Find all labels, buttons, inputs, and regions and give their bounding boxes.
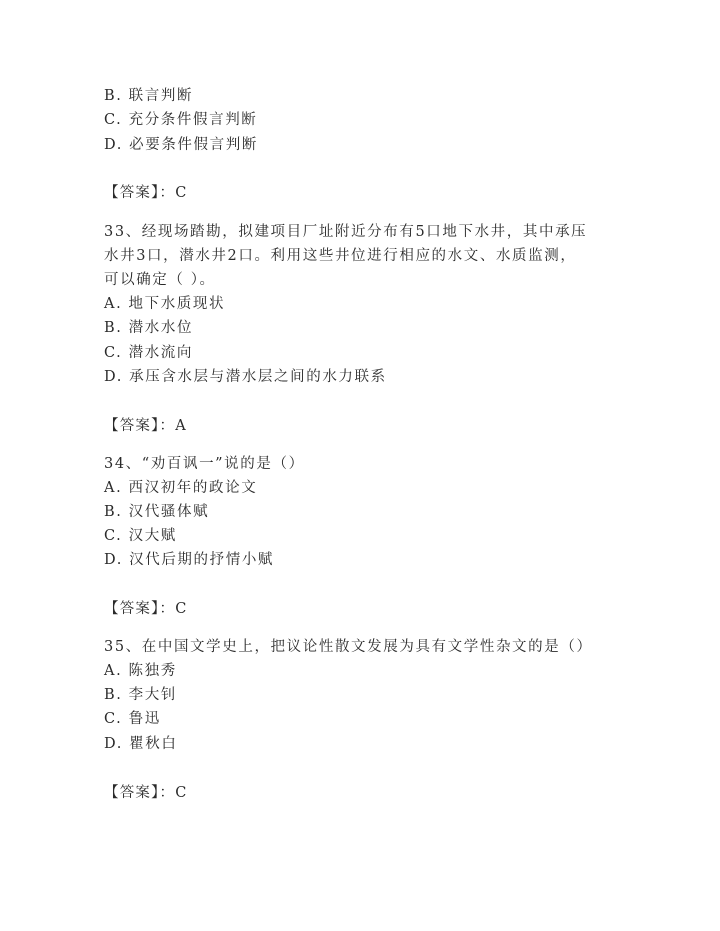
q34-answer: 【答案】：C bbox=[104, 601, 188, 617]
q33-answer: 【答案】：A bbox=[104, 418, 187, 434]
prev-answer: 【答案】：C bbox=[104, 185, 188, 201]
q33-option-c: C. 潜水流向 bbox=[104, 345, 193, 361]
q33-option-b: B. 潜水水位 bbox=[104, 320, 194, 336]
q33-stem-line-2: 水井3口，潜水井2口。利用这些井位进行相应的水文、水质监测， bbox=[104, 248, 577, 264]
q33-option-d: D. 承压含水层与潜水层之间的水力联系 bbox=[104, 369, 387, 385]
prev-option-c: C. 充分条件假言判断 bbox=[104, 112, 258, 128]
q35-option-b: B. 李大钊 bbox=[104, 687, 177, 703]
q35-stem: 35、在中国文学史上，把议论性散文发展为具有文学性杂文的是（） bbox=[104, 639, 593, 655]
q34-option-c: C. 汉大赋 bbox=[104, 528, 177, 544]
q34-stem: 34、“劝百讽一”说的是（） bbox=[104, 456, 305, 472]
q33-option-a: A. 地下水质现状 bbox=[104, 296, 226, 312]
q34-option-b: B. 汉代骚体赋 bbox=[104, 504, 210, 520]
q33-stem-line-1: 33、经现场踏勘，拟建项目厂址附近分布有5口地下水井，其中承压 bbox=[104, 224, 588, 240]
q33-stem-line-3: 可以确定（ ）。 bbox=[104, 272, 216, 288]
prev-option-b: B. 联言判断 bbox=[104, 88, 194, 104]
q34-option-a: A. 西汉初年的政论文 bbox=[104, 480, 258, 496]
prev-option-d: D. 必要条件假言判断 bbox=[104, 137, 258, 153]
q35-option-c: C. 鲁迅 bbox=[104, 711, 161, 727]
q35-answer: 【答案】：C bbox=[104, 785, 188, 801]
q35-option-a: A. 陈独秀 bbox=[104, 663, 177, 679]
q34-option-d: D. 汉代后期的抒情小赋 bbox=[104, 552, 275, 568]
q35-option-d: D. 瞿秋白 bbox=[104, 736, 178, 752]
